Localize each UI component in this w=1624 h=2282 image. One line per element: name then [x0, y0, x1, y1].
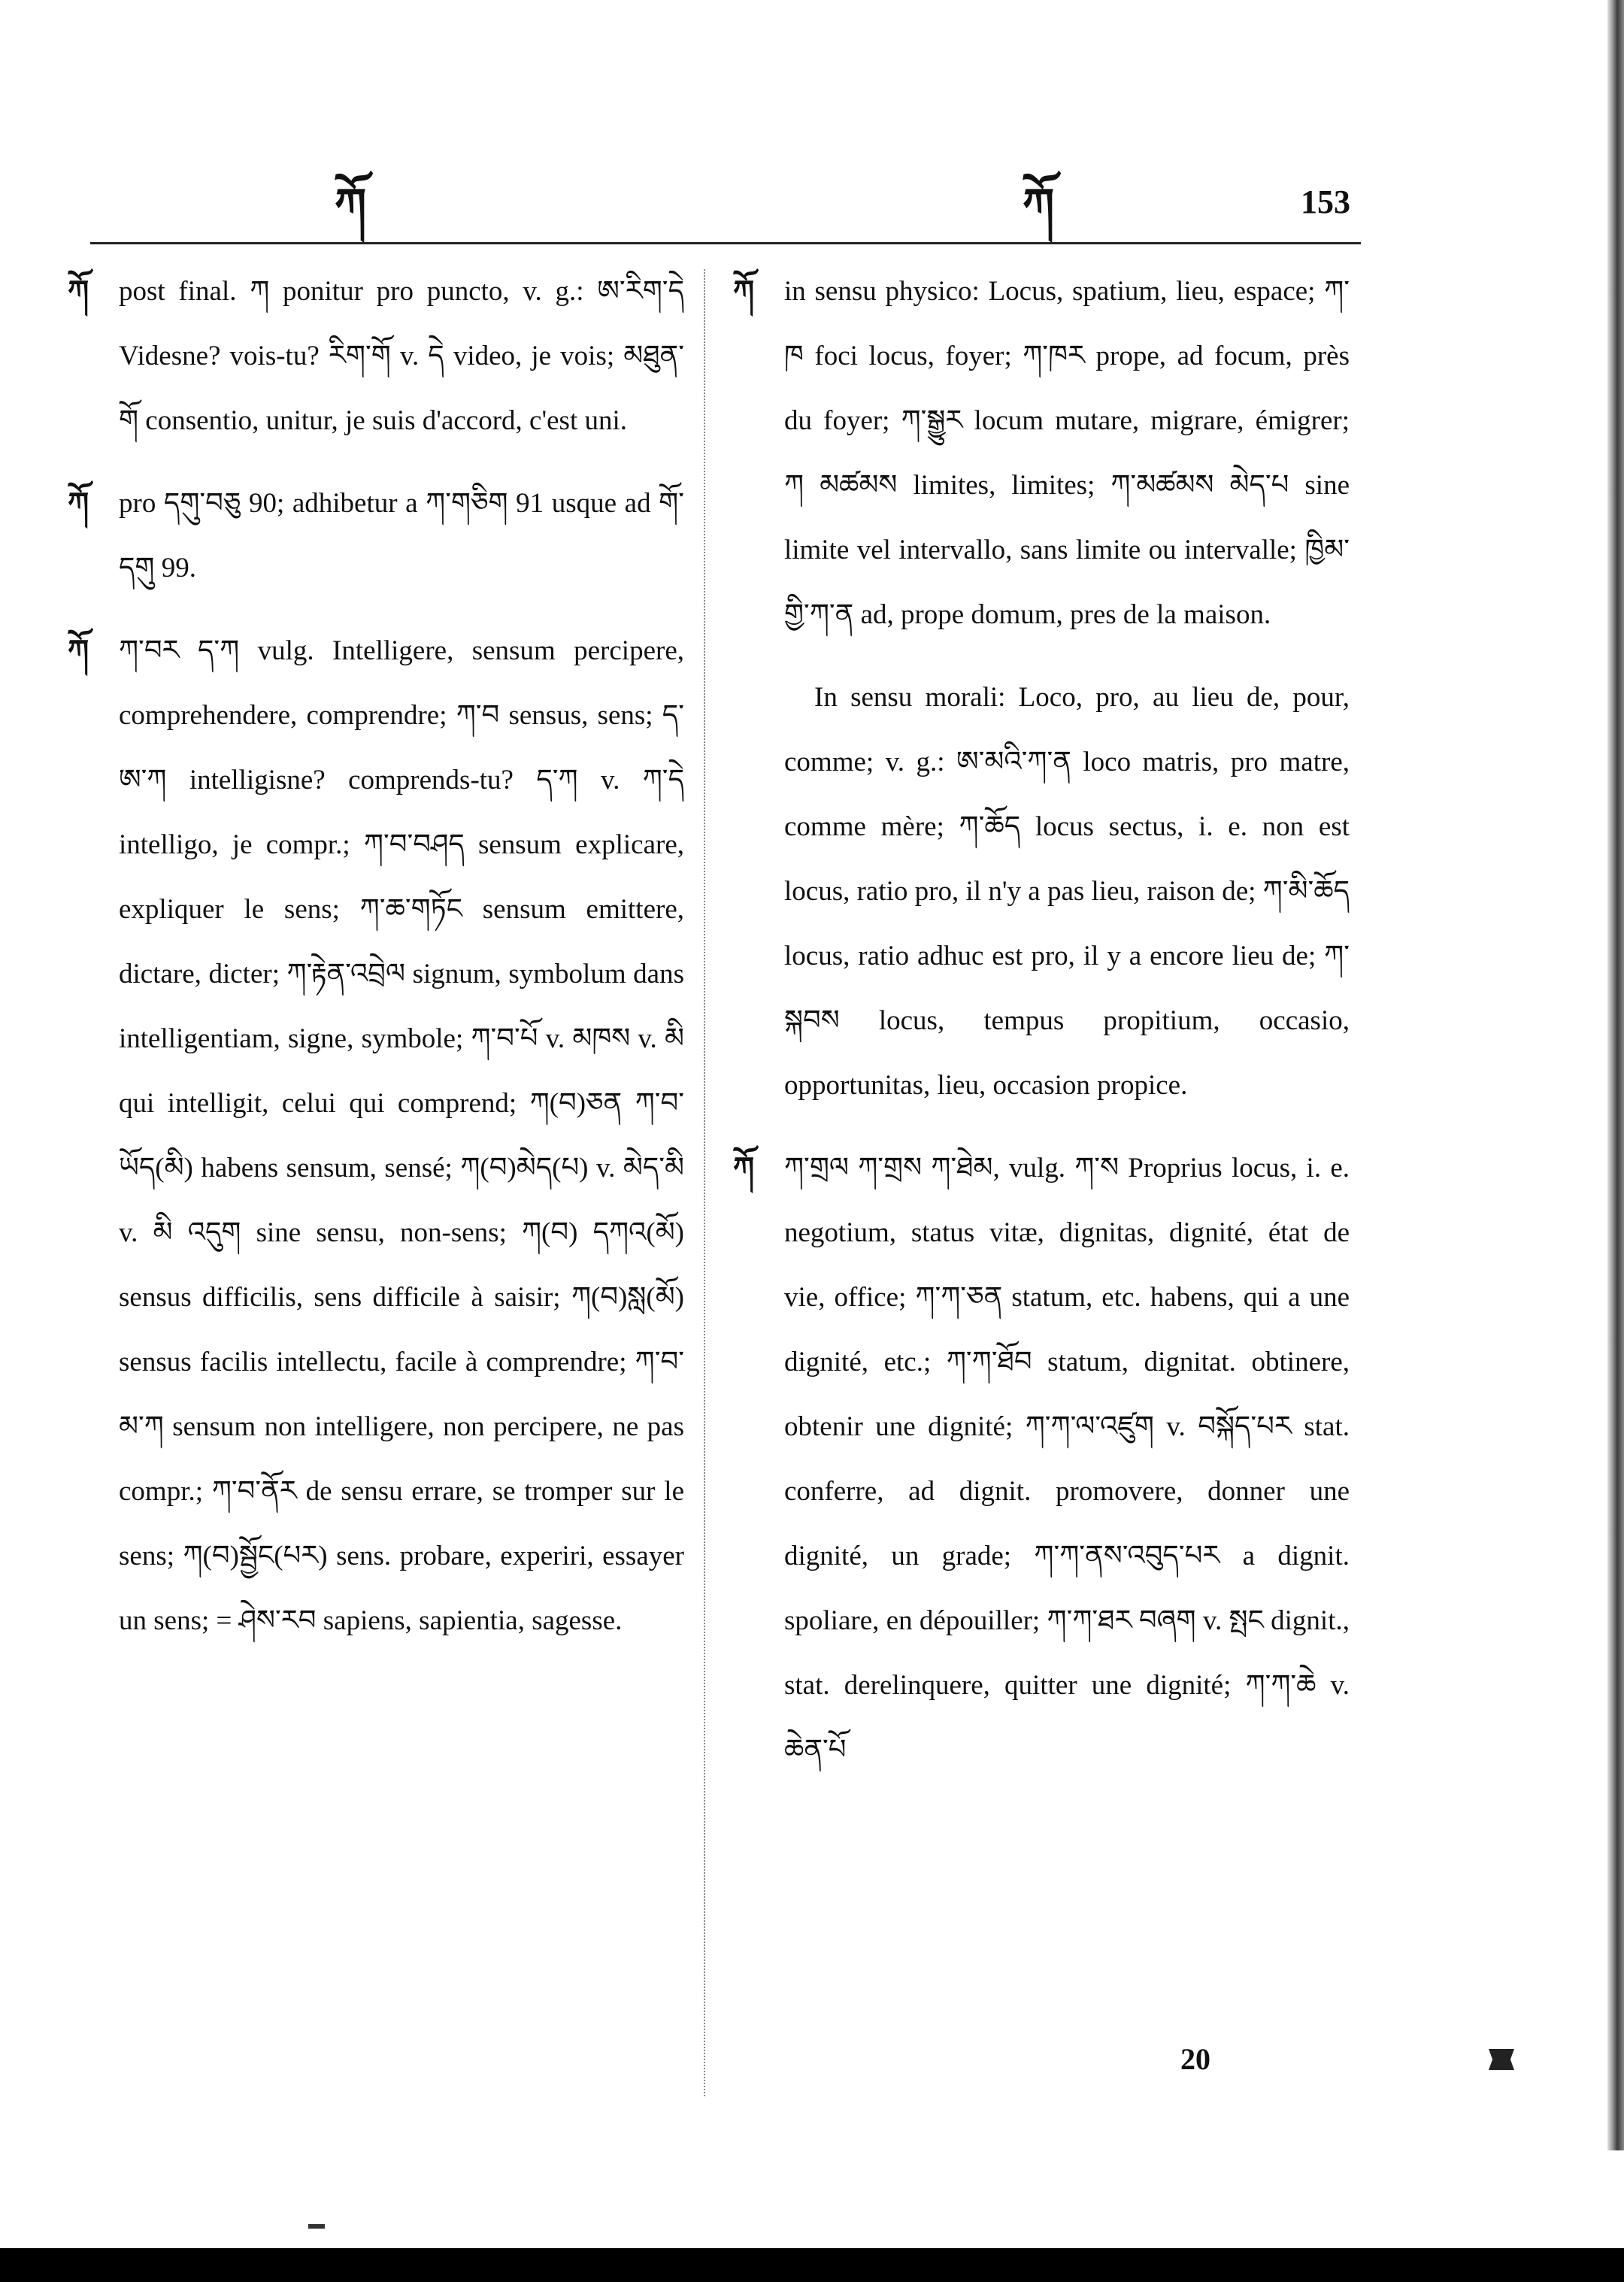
left-head-word: ཀོ	[335, 180, 367, 230]
entry-text: pro དགུ་བཅུ 90; adhibetur a ཀ་གཅིག 91 usque ad གོ་དགུ 99.	[119, 488, 684, 583]
entry-headword: ཀོ	[68, 486, 89, 520]
entry-headword: ཀོ	[68, 634, 89, 668]
right-head-word: ཀོ	[1023, 180, 1055, 230]
dictionary-entry	[733, 259, 1350, 647]
page-edge	[1607, 0, 1624, 2150]
left-column	[68, 259, 684, 1671]
running-header	[0, 154, 1624, 237]
printer-mark	[1489, 2049, 1514, 2070]
right-column	[733, 259, 1350, 1801]
signature-number: 20	[1180, 2042, 1210, 2076]
dictionary-entry	[68, 259, 684, 453]
entry-sub-paragraph: In sensu morali: Loco, pro, au lieu de, pour, comme; v. g.: ཨ་མའི་ཀ་ན loco matris, pro matre, comme mère; ཀ་ཆོད locus sectus, i. e. non est locus, ratio pro, il n'y a pas lieu, raison de; ཀ་མི་ཆོད locus, ratio adhuc est pro, il y a encore lieu de; ཀ་སྐབས locus, tempus propitium, occasio, opportunitas, lieu, occasion propice.	[784, 682, 1350, 1101]
dictionary-entry	[68, 619, 684, 1653]
scan-bottom-bar	[0, 2248, 1624, 2282]
stray-mark	[308, 2224, 325, 2229]
entry-text: ཀ་བར ད་ཀ vulg. Intelligere, sensum percipere, comprehendere, comprendre; ཀ་བ sensus, sens; ད་ཨ་ཀ intelligisne? comprends-tu? ད་ཀ v. ཀ་དེ intelligo, je compr.; ཀ་བ་བཤད sensum explicare, expliquer le sens; ཀ་ཆ་གཏོང sensum emittere, dictare, dicter; ཀ་རྟེན་འབྲེལ signum, symbolum dans intelligentiam, signe, symbole; ཀ་བ་པོ v. མཁས v. མི qui intelligit, celui qui comprend; ཀ(བ)ཅན ཀ་བ་ཡོད(མི) habens sensum, sensé; ཀ(བ)མེད(པ) v. མེད་མི v. མི འདུག sine sensu, non-sens; ཀ(བ) དཀའ(མོ) sensus difficilis, sens difficile à saisir; ཀ(བ)སླ(མོ) sensus facilis intellectu, facile à comprendre; ཀ་བ་མ་ཀ sensum non intelligere, non percipere, ne pas compr.; ཀ་བ་ནོར de sensu errare, se tromper sur le sens; ཀ(བ)སྦྱོང(པར) sens. probare, experiri, essayer un sens; = ཤེས་རབ sapiens, sapientia, sagesse.	[119, 635, 684, 1636]
entry-text: in sensu physico: Locus, spatium, lieu, espace; ཀ་ཁ foci locus, foyer; ཀ་ཁར prope, ad focum, près du foyer; ཀ་སྒྱུར locum mutare, migrare, émigrer; ཀ མཚམས limites, limites; ཀ་མཚམས མེད་པ sine limite vel intervallo, sans limite ou intervalle; ཁྱིམ་གྱི་ཀ་ན ad, prope domum, pres de la maison.	[784, 276, 1350, 630]
entry-text: post final. ཀ ponitur pro puncto, v. g.: ཨ་རིག་དེ Videsne? vois-tu? རིག་གོ v. དེ video, je vois; མཐུན་གོ consentio, unitur, je suis d'accord, c'est uni.	[119, 276, 684, 436]
header-rule	[90, 242, 1361, 244]
dictionary-entry	[68, 471, 684, 601]
page-number: 153	[1301, 183, 1350, 220]
column-divider	[704, 269, 705, 2096]
entry-text: ཀ་གྲལ ཀ་གྲས ཀ་ཐེམ, vulg. ཀ་ས Proprius locus, i. e. negotium, status vitæ, dignitas, dignité, état de vie, office; ཀ་ཀ་ཅན statum, etc. habens, qui a une dignité, etc.; ཀ་ཀ་ཐོབ statum, dignitat. obtinere, obtenir une dignité; ཀ་ཀ་ལ་འཛུག v. བསྐོད་པར stat. conferre, ad dignit. promovere, donner une dignité, un grade; ཀ་ཀ་ནས་འབུད་པར a dignit. spoliare, en dépouiller; ཀ་ཀ་ཐར བཞག v. སྤང dignit., stat. derelinquere, quitter une dignité; ཀ་ཀ་ཆེ v. ཆེན་པོ	[784, 1153, 1350, 1765]
entry-headword: ཀོ	[733, 1151, 755, 1185]
entry-headword: ཀོ	[68, 274, 89, 308]
dictionary-entry	[733, 1136, 1350, 1783]
entry-headword: ཀོ	[733, 274, 755, 308]
